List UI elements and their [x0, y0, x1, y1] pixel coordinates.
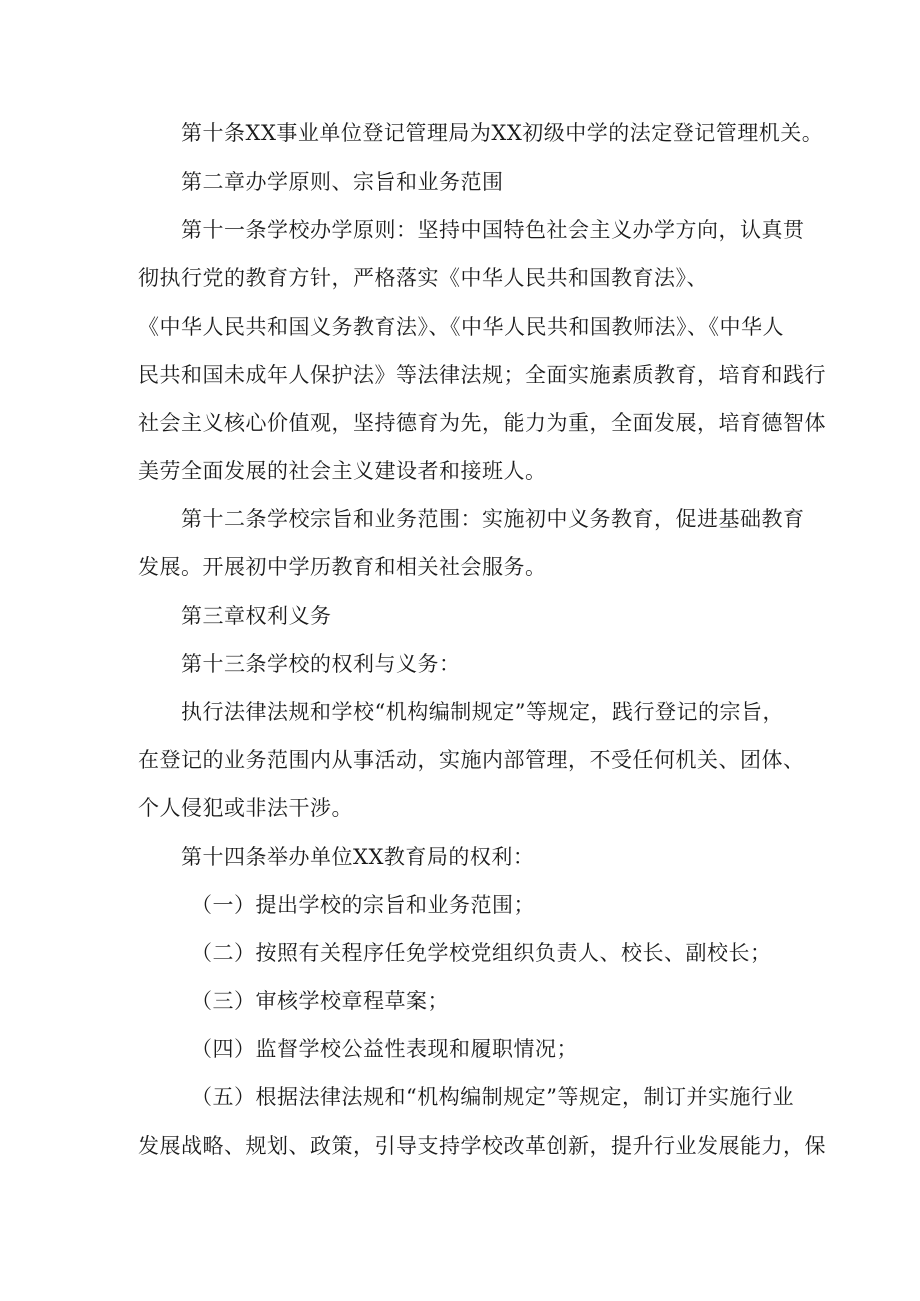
article-13-heading: 第十三条学校的权利与义务： — [181, 652, 461, 676]
article-11-line-4: 民共和国未成年人保护法》等法律法规；全面实施素质教育，培育和践行 — [138, 363, 826, 387]
article-14-heading: 第十四条举办单位XX教育局的权利： — [181, 845, 535, 869]
chapter-3-heading: 第三章权利义务 — [181, 604, 332, 628]
article-14-item-3: （三）审核学校章程草案； — [191, 989, 449, 1013]
article-10-text: 第十条XX事业单位登记管理局为XX初级中学的法定登记管理机关。 — [181, 121, 824, 145]
article-14-item-5-line-2: 发展战略、规划、政策，引导支持学校改革创新，提升行业发展能力，保 — [138, 1134, 826, 1158]
article-12-line-2: 发展。开展初中学历教育和相关社会服务。 — [138, 555, 547, 579]
article-11-line-2: 彻执行党的教育方针，严格落实《中华人民共和国教育法》、 — [138, 266, 708, 290]
article-11-line-6: 美劳全面发展的社会主义建设者和接班人。 — [138, 459, 547, 483]
article-13-line-3: 个人侵犯或非法干涉。 — [138, 796, 353, 820]
article-14-item-5-line-1: （五）根据法律法规和“机构编制规定”等规定，制订并实施行业 — [191, 1085, 794, 1109]
article-11-line-5: 社会主义核心价值观，坚持德育为先，能力为重，全面发展，培育德智体 — [138, 411, 826, 435]
article-12-line-1: 第十二条学校宗旨和业务范围：实施初中义务教育，促进基础教育 — [181, 507, 805, 531]
article-14-item-2: （二）按照有关程序任免学校党组织负责人、校长、副校长； — [191, 941, 772, 965]
article-14-item-1: （一）提出学校的宗旨和业务范围； — [191, 893, 535, 917]
chapter-2-heading: 第二章办学原则、宗旨和业务范围 — [181, 170, 504, 194]
article-11-line-3: 《中华人民共和国义务教育法》、《中华人民共和国教师法》、《中华人 — [138, 315, 784, 339]
article-11-line-1: 第十一条学校办学原则：坚持中国特色社会主义办学方向，认真贯 — [181, 218, 805, 242]
article-13-line-2: 在登记的业务范围内从事活动，实施内部管理，不受任何机关、团体、 — [138, 748, 805, 772]
article-13-line-1: 执行法律法规和学校“机构编制规定”等规定，践行登记的宗旨， — [181, 700, 784, 724]
article-14-item-4: （四）监督学校公益性表现和履职情况； — [191, 1037, 578, 1061]
